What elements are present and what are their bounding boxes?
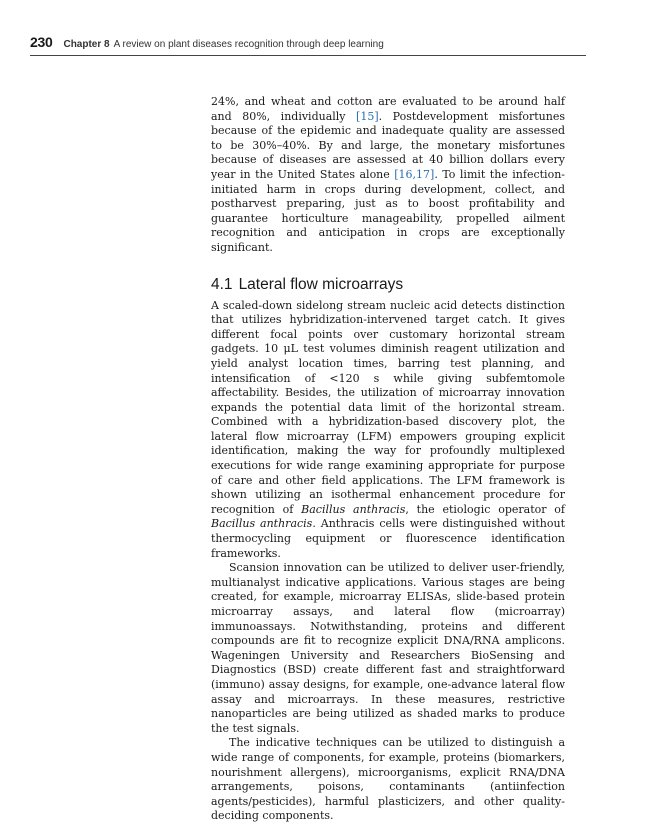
citation-link[interactable]: [16,17]: [394, 167, 435, 181]
chapter-title: A review on plant diseases recognition through deep learning: [113, 39, 384, 50]
page-number: 230: [30, 34, 53, 50]
body-text: [211, 95, 565, 824]
intro-text-3: . To limit the infection-initiated harm in crops during development, collect, and postharvest preparing, just as to boost profitability and guarantee horticulture manageability, propelled ailment recognition and anticipation in crops are exceptionally significant.: [211, 167, 565, 254]
intro-paragraph: [211, 95, 565, 256]
para1-text-3: . Anthracis cells were distinguished without thermocycling equipment or fluorescence identification frameworks.: [211, 517, 565, 560]
intro-text-1: 24%, and wheat and cotton are evaluated to be around half and 80%, individually: [211, 95, 565, 123]
species-name: Bacillus anthracis: [211, 517, 313, 531]
paragraph-1: [211, 299, 565, 562]
running-header: [30, 34, 586, 56]
section-number: 4.1: [211, 275, 233, 293]
citation-link[interactable]: [15]: [356, 109, 379, 123]
section-heading: [211, 276, 565, 294]
intro-text-2: . Postdevelopment misfortunes because of the epidemic and inadequate quality are assessed to be 30%–40%. By and large, the monetary misfortunes because of diseases are assessed at 40 billion dollars every year in the United States alone: [211, 109, 566, 181]
para1-text-2: , the etiologic operator of: [405, 502, 565, 516]
chapter-label: Chapter 8: [63, 39, 110, 50]
paragraph-2: Scansion innovation can be utilized to deliver user-friendly, multianalyst indicative applications. Various stages are being created, for example, microarray ELISAs, slide-based protein microarray assays, and lateral flow (microarray) immunoassays. Notwithstanding, proteins and different compounds are fit to recognize explicit DNA/RNA amplicons. Wageningen University and Researchers BioSensing and Diagnostics (BSD) create different fast and straightforward (immuno) assay designs, for example, one-advance lateral flow assay and microarrays. In these measures, restrictive nanoparticles are being utilized as shaded marks to produce the test signals.: [211, 561, 565, 735]
paragraph-3: The indicative techniques can be utilized to distinguish a wide range of components, for example, proteins (biomarkers, nourishment allergens), microorganisms, explicit RNA/DNA arrangements, poisons, contaminants (antiinfection agents/pesticides), harmful plasticizers, and other quality-deciding components.: [211, 736, 565, 823]
para1-text-1: A scaled-down sidelong stream nucleic acid detects distinction that utilizes hybridization-intervened target catch. It gives different focal points over customary horizontal stream gadgets. 10 μL test volumes diminish reagent utilization and yield analyst location times, barring test planning, and intensification of <120 s while giving subfemtomole affectability. Besides, the utilization of microarray innovation expands the potential data limit of the horizontal stream. Combined with a hybridization-based discovery plot, the lateral flow microarray (LFM) empowers grouping explicit identification, making the way for profoundly multiplexed executions for wide range examining appropriate for purpose of care and other field applications. The LFM framework is shown utilizing an isothermal enhancement procedure for recognition of: [211, 298, 565, 516]
section-title: Lateral flow microarrays: [238, 275, 404, 293]
species-name: Bacillus anthracis: [301, 502, 406, 516]
